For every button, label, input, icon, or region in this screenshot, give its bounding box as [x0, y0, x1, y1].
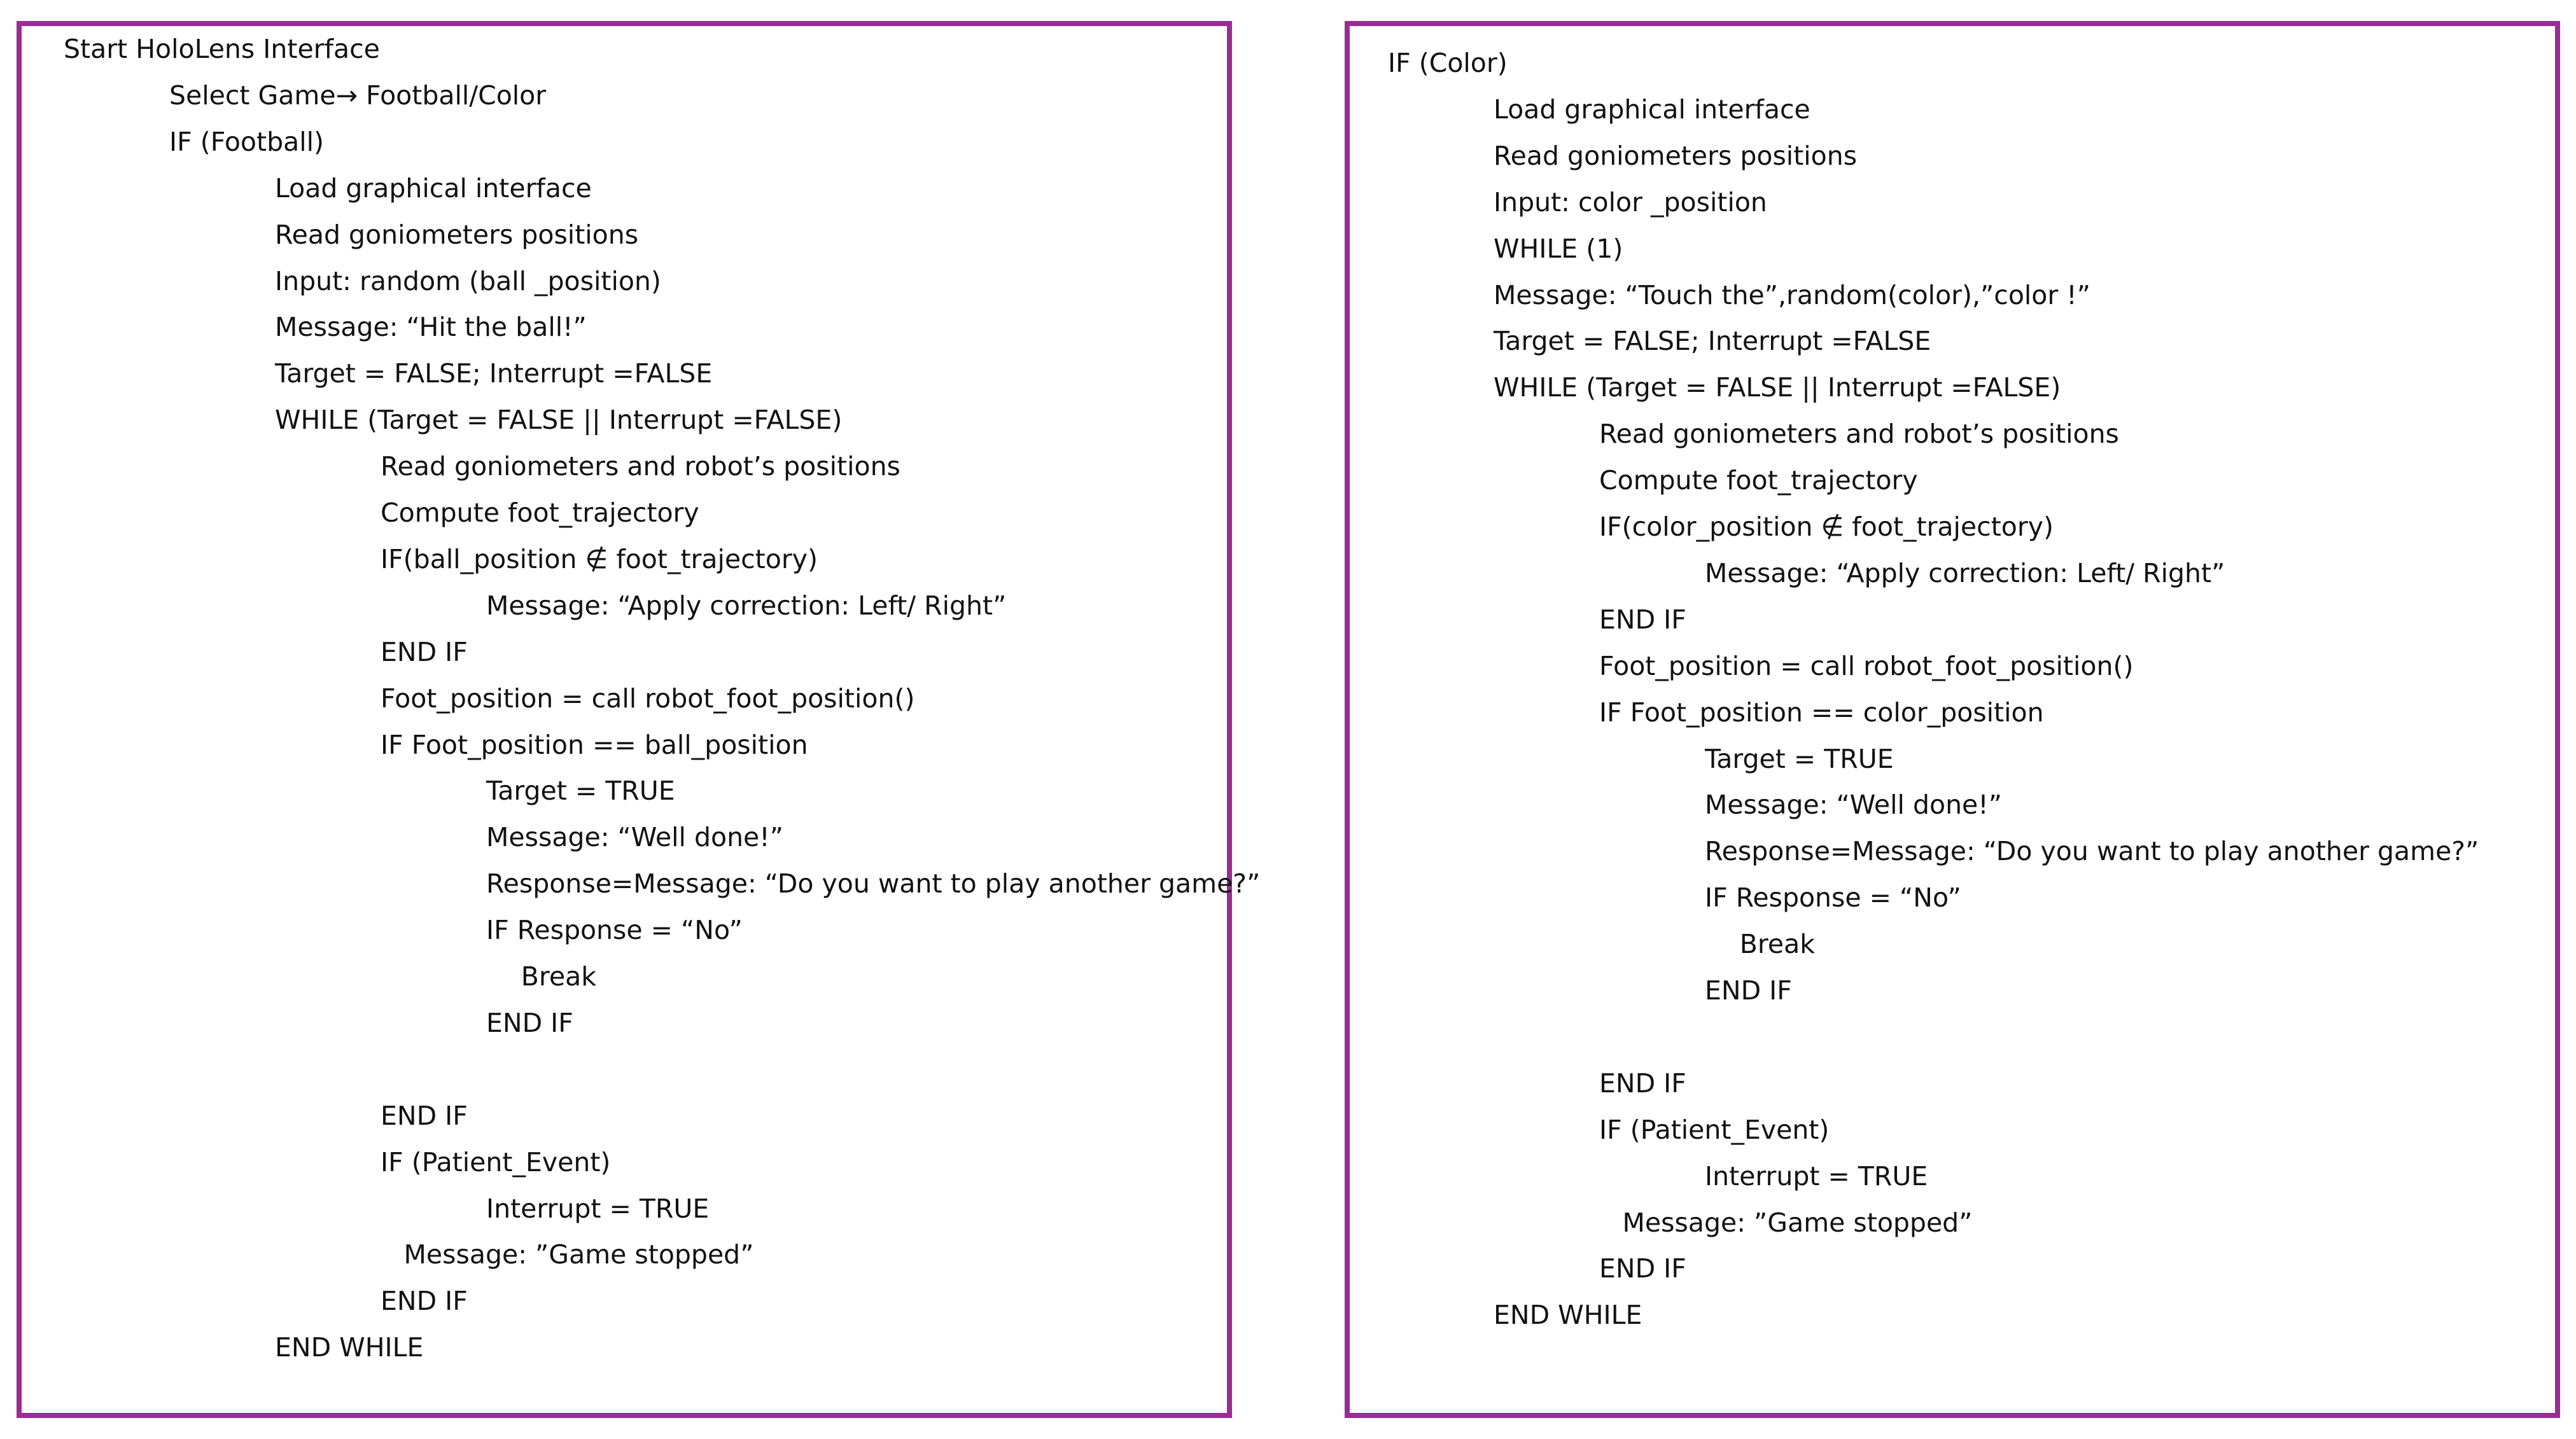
- pseudocode-line: Response=Message: “Do you want to play another game?”: [486, 868, 1261, 900]
- pseudocode-line: Start HoloLens Interface: [64, 34, 380, 64]
- pseudocode-line: END IF: [1705, 975, 1792, 1006]
- pseudocode-line: Select Game→ Football/Color: [169, 80, 547, 111]
- pseudocode-line: END IF: [1599, 1067, 1686, 1099]
- pseudocode-line: IF Foot_position == ball_position: [381, 729, 808, 760]
- pseudocode-line: IF (Patient_Event): [1599, 1114, 1830, 1145]
- pseudocode-line: Message: “Apply correction: Left/ Right”: [486, 590, 1007, 621]
- pseudocode-line: Break: [1739, 929, 1815, 960]
- pseudocode-line: WHILE (Target = FALSE || Interrupt =FALSE): [275, 405, 843, 436]
- pseudocode-line: Break: [521, 961, 596, 992]
- pseudocode-line: Target = FALSE; Interrupt =FALSE: [275, 358, 713, 389]
- pseudocode-line: Message: “Hit the ball!”: [275, 312, 587, 343]
- pseudocode-line: Interrupt = TRUE: [1705, 1160, 1928, 1192]
- pseudocode-line: Read goniometers and robot’s positions: [381, 451, 900, 482]
- pseudocode-line: WHILE (1): [1494, 233, 1623, 264]
- pseudocode-line: IF (Football): [169, 126, 324, 157]
- pseudocode-line: IF (Color): [1388, 48, 1508, 78]
- pseudocode-line: IF Response = “No”: [486, 915, 743, 946]
- pseudocode-line: END IF: [486, 1007, 573, 1038]
- right-pseudocode-panel: [1345, 21, 2560, 1418]
- pseudocode-line: END IF: [381, 1286, 468, 1317]
- pseudocode-line: Target = FALSE; Interrupt =FALSE: [1494, 326, 1931, 357]
- pseudocode-line: END IF: [381, 636, 468, 667]
- pseudocode-line: Foot_position = call robot_foot_position(): [1599, 650, 2134, 681]
- pseudocode-line: Read goniometers positions: [1494, 140, 1858, 171]
- pseudocode-line: Message: ”Game stopped”: [403, 1239, 754, 1270]
- pseudocode-line: IF Response = “No”: [1705, 882, 1961, 914]
- pseudocode-line: Read goniometers and robot’s positions: [1599, 419, 2119, 450]
- pseudocode-line: IF(color_position ∉ foot_trajectory): [1599, 511, 2054, 542]
- pseudocode-line: IF Foot_position == color_position: [1599, 697, 2044, 728]
- pseudocode-line: Interrupt = TRUE: [486, 1193, 710, 1224]
- pseudocode-line: Response=Message: “Do you want to play another game?”: [1705, 836, 2479, 867]
- pseudocode-line: END WHILE: [275, 1332, 424, 1363]
- pseudocode-line: Target = TRUE: [1705, 743, 1894, 774]
- pseudocode-line: END IF: [1599, 1253, 1686, 1284]
- pseudocode-line: Load graphical interface: [275, 172, 592, 204]
- pseudocode-line: Target = TRUE: [486, 775, 675, 807]
- pseudocode-line: Read goniometers positions: [275, 219, 639, 250]
- pseudocode-line: END IF: [381, 1100, 468, 1131]
- pseudocode-line: IF (Patient_Event): [381, 1146, 611, 1178]
- pseudocode-line: Message: “Touch the”,random(color),”color !”: [1494, 279, 2090, 310]
- pseudocode-line: END IF: [1599, 604, 1686, 635]
- pseudocode-line: Compute foot_trajectory: [381, 497, 699, 528]
- pseudocode-line: Message: “Apply correction: Left/ Right”: [1705, 557, 2225, 588]
- pseudocode-line: Input: random (ball _position): [275, 265, 661, 296]
- pseudocode-line: WHILE (Target = FALSE || Interrupt =FALSE): [1494, 372, 2061, 403]
- pseudocode-line: Load graphical interface: [1494, 94, 1810, 125]
- pseudocode-line: END WHILE: [1494, 1300, 1642, 1331]
- pseudocode-line: Input: color _position: [1494, 186, 1767, 218]
- pseudocode-line: Compute foot_trajectory: [1599, 465, 1918, 496]
- pseudocode-line: Message: “Well done!”: [486, 822, 783, 853]
- pseudocode-line: Message: “Well done!”: [1705, 789, 2002, 821]
- pseudocode-line: Message: ”Game stopped”: [1622, 1207, 1973, 1238]
- pseudocode-line: Foot_position = call robot_foot_position(): [381, 683, 915, 714]
- pseudocode-line: IF(ball_position ∉ foot_trajectory): [381, 543, 818, 574]
- left-pseudocode-panel: [17, 21, 1261, 1418]
